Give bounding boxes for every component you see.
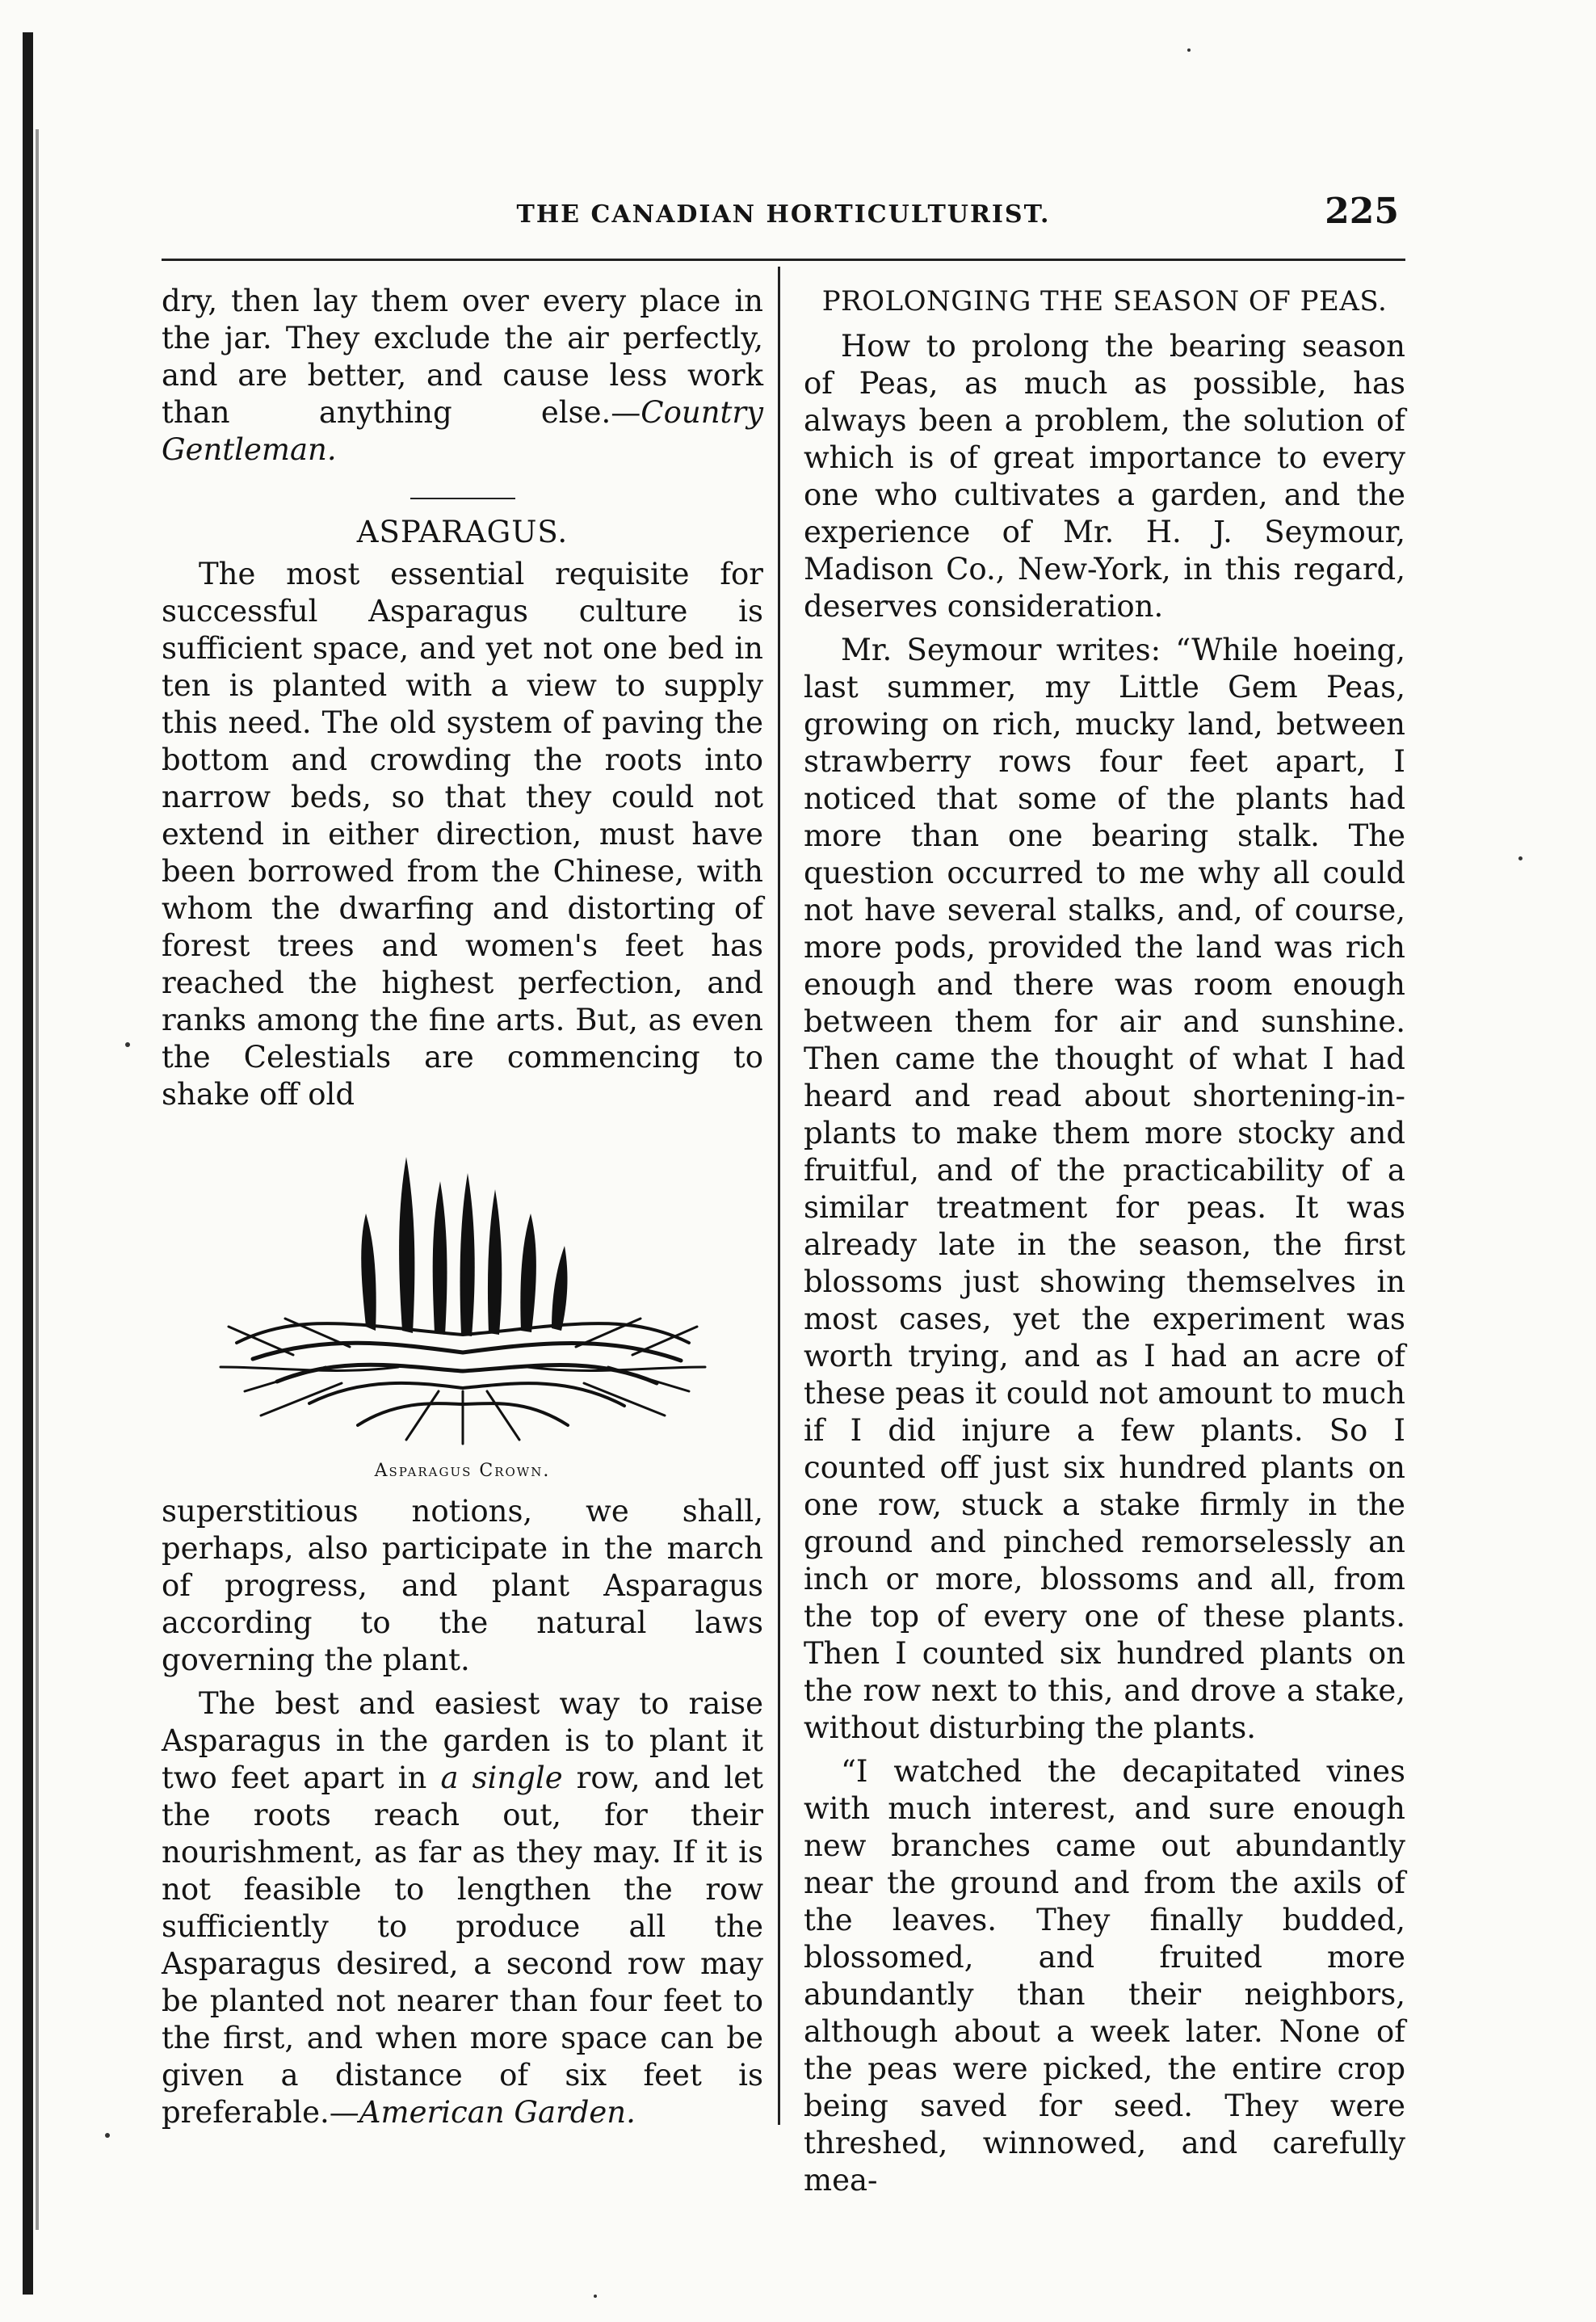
asparagus-paragraph-1: The most essential requisite for successful Asparagus culture is sufficient space, and yet not one bed in ten is planted with a view to supply this need. The old system of paving the bottom and crowding the roots into narrow beds, so that they could not extend in either direction, must have been borrowed from the Chinese, with whom the dwarfing and distorting of forest trees and women's feet has reached the highest perfection, and ranks among the fine arts. But, as even the Celestials are commencing to shake off old	[162, 557, 763, 1112]
scan-speck	[594, 2295, 597, 2298]
scan-speck	[1187, 48, 1191, 52]
page-number: 225	[1325, 191, 1399, 232]
right-column	[804, 283, 1405, 2199]
scan-speck	[1518, 856, 1522, 860]
binding-shadow	[23, 32, 33, 2295]
continued-paragraph	[162, 283, 763, 469]
scan-speck	[105, 2133, 110, 2138]
asparagus-paragraph-2-text-b: row, and let the roots reach out, for their nourishment, as far as they may. If it is not feasible to lengthen the row sufficiently to produce all the Asparagus desired, a second row may be planted not nearer than four feet to the first, and when more space can be given a distance of six feet is preferable.—	[162, 1760, 763, 2130]
heading-prolonging-peas: PROLONGING THE SEASON OF PEAS.	[821, 285, 1388, 318]
asparagus-paragraph-1-continued: superstitious notions, we shall, perhaps, also participate in the march of progress, and plant Asparagus according to the natural laws governing the plant.	[162, 1494, 763, 1677]
scan-speck	[125, 1042, 130, 1047]
heading-asparagus: ASPARAGUS.	[356, 515, 569, 549]
asparagus-paragraph-2-italic: a single	[440, 1760, 563, 1795]
column-divider	[778, 267, 780, 2125]
section-rule	[410, 498, 515, 499]
peas-paragraph-2: Mr. Seymour writes: “While hoeing, last summer, my Little Gem Peas, growing on rich, mucky land, between strawberry rows four feet apart, I noticed that some of the plants had more than one bearing stalk. The question occurred to me why all could not have several stalks, and, of course, more pods, provided the land was rich enough and there was room enough between them for air and sunshine. Then came the thought of what I had heard and read about shortening-in-plants to make them more stocky and fruitful, and of the practicability of a similar treatment for peas. It was already late in the season, the first blossoms just showing themselves in most cases, yet the experiment was worth trying, and as I had an acre of these peas it could not amount to much if I did injure a few plants. So I counted off just six hundred plants on one row, stuck a stake firmly in the ground and pinched remorselessly an inch or more, blossoms and all, from the top of every one of these plants. Then I counted six hundred plants on the row next to this, and drove a stake, without disturbing the plants.	[804, 633, 1405, 1745]
running-title: THE CANADIAN HORTICULTURIST.	[516, 200, 1051, 229]
continued-paragraph-text: dry, then lay them over every place in the jar. They exclude the air perfectly, and are better, and cause less work than anything else.—	[162, 284, 763, 430]
binding-shadow-inner	[36, 129, 39, 2230]
source-american-garden: American Garden.	[359, 2095, 636, 2130]
left-column	[162, 283, 763, 2131]
peas-paragraph-1: How to prolong the bearing season of Peas, as much as possible, has always been a problem, the solution of which is of great importance to every one who cultivates a garden, and the experience of Mr. H. J. Seymour, Madison Co., New-York, in this regard, deserves consideration.	[804, 329, 1405, 624]
source-country-gentleman: Country Gentleman.	[162, 395, 763, 467]
asparagus-paragraph-2	[162, 1685, 763, 2131]
figure-asparagus-crown	[162, 1125, 763, 1490]
asparagus-crown-illustration	[204, 1125, 721, 1448]
asparagus-paragraph-2-text-a: The best and easiest way to raise Asparagus in the garden is to plant it two feet apart in	[162, 1686, 763, 1795]
peas-paragraph-3: “I watched the decapitated vines with much interest, and sure enough new branches came out abundantly near the ground and from the axils of the leaves. They finally budded, blossomed, and fruited more abundantly than their neighbors, although about a week later. None of the peas were picked, the entire crop being saved for seed. They were threshed, winnowed, and carefully mea-	[804, 1754, 1405, 2198]
page-header	[162, 191, 1405, 239]
figure-caption: Asparagus Crown.	[374, 1461, 551, 1481]
header-rule	[162, 259, 1405, 261]
